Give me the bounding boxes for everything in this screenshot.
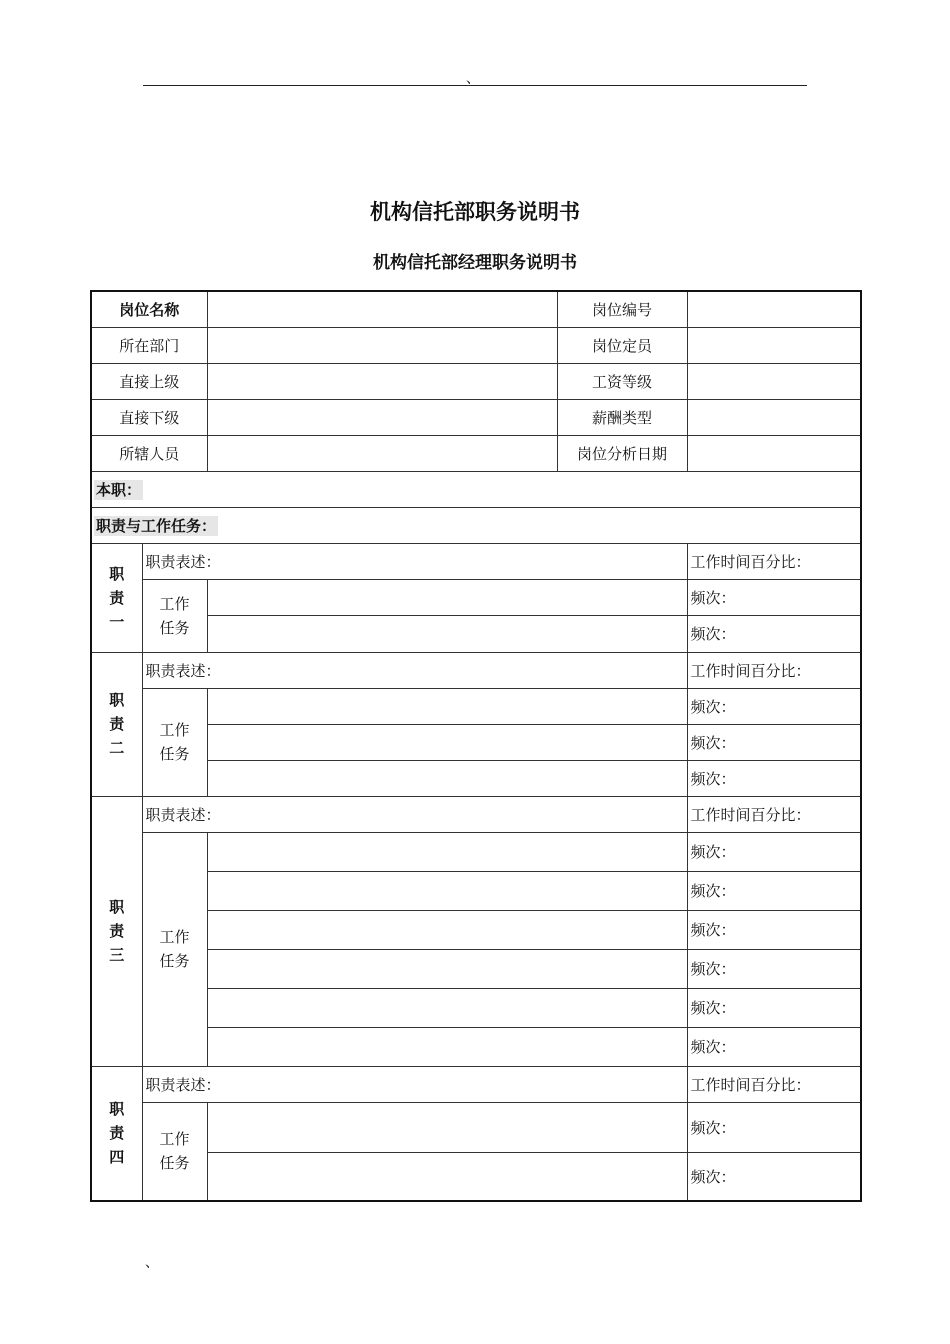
duty-1-desc[interactable]: 职责表述：: [142, 543, 687, 579]
duty-2-task-3[interactable]: [207, 760, 687, 796]
duty-4-task-row: [91, 1152, 861, 1201]
header-rule: [143, 85, 807, 86]
info-value-position-code[interactable]: [687, 291, 861, 327]
info-label-position-name: 岗位名称: [91, 291, 207, 327]
duties-heading-cell: [91, 507, 861, 543]
duty-1-label: 职 责 一: [91, 543, 142, 652]
footer-mark: 、: [145, 1255, 159, 1271]
benzhi-label: 本职：: [96, 480, 142, 499]
duty-4-freq-2[interactable]: 频次：: [687, 1152, 861, 1201]
duty-3-freq-6[interactable]: 频次：: [687, 1027, 861, 1066]
duty-4-desc[interactable]: 职责表述：: [142, 1066, 687, 1102]
info-label-direct-subordinate: 直接下级: [91, 399, 207, 435]
duty-2-task-1[interactable]: [207, 688, 687, 724]
duty-2-task-row: [91, 760, 861, 796]
duty-3-task-row: [91, 1027, 861, 1066]
info-label-headcount: 岗位定员: [557, 327, 687, 363]
duty-4-task-2[interactable]: [207, 1152, 687, 1201]
info-row: [91, 291, 861, 327]
document-title: 机构信托部职务说明书: [370, 200, 580, 224]
info-value-pay-type[interactable]: [687, 399, 861, 435]
duty-3-task-row: [91, 871, 861, 910]
duty-2-desc-row: [91, 652, 861, 688]
duty-3-task-row: [91, 910, 861, 949]
duty-3-desc[interactable]: 职责表述：: [142, 796, 687, 832]
section-row-benzhi: [91, 471, 861, 507]
info-value-analysis-date[interactable]: [687, 435, 861, 471]
info-label-analysis-date: 岗位分析日期: [557, 435, 687, 471]
info-value-salary-grade[interactable]: [687, 363, 861, 399]
info-row: [91, 363, 861, 399]
job-description-table: [90, 290, 862, 1202]
duty-3-task-6[interactable]: [207, 1027, 687, 1066]
duty-4-desc-row: [91, 1066, 861, 1102]
duty-2-freq-3[interactable]: 频次：: [687, 760, 861, 796]
duty-1-freq-1[interactable]: 频次：: [687, 579, 861, 615]
duty-2-freq-1[interactable]: 频次：: [687, 688, 861, 724]
duty-2-task-row: [91, 724, 861, 760]
info-label-pay-type: 薪酬类型: [557, 399, 687, 435]
duty-1-task-row: [91, 615, 861, 652]
duty-4-label: 职 责 四: [91, 1066, 142, 1201]
document-subtitle: 机构信托部经理职务说明书: [373, 253, 577, 273]
duty-4-task-1[interactable]: [207, 1102, 687, 1152]
info-value-position-name[interactable]: [207, 291, 557, 327]
duties-heading: 职责与工作任务：: [96, 516, 217, 535]
info-value-headcount[interactable]: [687, 327, 861, 363]
info-row: [91, 399, 861, 435]
duty-3-freq-3[interactable]: 频次：: [687, 910, 861, 949]
duty-3-task-row: [91, 832, 861, 871]
duty-4-pct[interactable]: 工作时间百分比：: [687, 1066, 861, 1102]
benzhi-cell[interactable]: [91, 471, 861, 507]
info-value-direct-superior[interactable]: [207, 363, 557, 399]
duty-3-freq-4[interactable]: 频次：: [687, 949, 861, 988]
duty-2-pct[interactable]: 工作时间百分比：: [687, 652, 861, 688]
duty-1-task-1[interactable]: [207, 579, 687, 615]
info-value-staff-managed[interactable]: [207, 435, 557, 471]
info-value-department[interactable]: [207, 327, 557, 363]
duty-3-task-row: [91, 988, 861, 1027]
info-label-direct-superior: 直接上级: [91, 363, 207, 399]
info-row: [91, 327, 861, 363]
duty-1-task-label: 工作 任务: [142, 579, 207, 652]
duty-2-freq-2[interactable]: 频次：: [687, 724, 861, 760]
header-mark: 、: [466, 71, 480, 87]
duty-4-freq-1[interactable]: 频次：: [687, 1102, 861, 1152]
section-row-duties: [91, 507, 861, 543]
duty-3-freq-2[interactable]: 频次：: [687, 871, 861, 910]
duty-1-pct[interactable]: 工作时间百分比：: [687, 543, 861, 579]
duty-1-desc-row: [91, 543, 861, 579]
duty-2-label: 职 责 二: [91, 652, 142, 796]
duty-3-task-3[interactable]: [207, 910, 687, 949]
info-row: [91, 435, 861, 471]
duty-2-desc[interactable]: 职责表述：: [142, 652, 687, 688]
duty-1-task-2[interactable]: [207, 615, 687, 652]
duty-2-task-label: 工作 任务: [142, 688, 207, 796]
duty-3-freq-1[interactable]: 频次：: [687, 832, 861, 871]
duty-3-task-row: [91, 949, 861, 988]
info-label-department: 所在部门: [91, 327, 207, 363]
duty-3-desc-row: [91, 796, 861, 832]
info-value-direct-subordinate[interactable]: [207, 399, 557, 435]
duty-3-task-4[interactable]: [207, 949, 687, 988]
duty-2-task-row: [91, 688, 861, 724]
info-label-staff-managed: 所辖人员: [91, 435, 207, 471]
info-label-position-code: 岗位编号: [557, 291, 687, 327]
duty-2-task-2[interactable]: [207, 724, 687, 760]
duty-4-task-label: 工作 任务: [142, 1102, 207, 1201]
duty-3-task-1[interactable]: [207, 832, 687, 871]
duty-3-task-2[interactable]: [207, 871, 687, 910]
duty-3-label: 职 责 三: [91, 796, 142, 1066]
duty-3-freq-5[interactable]: 频次：: [687, 988, 861, 1027]
duty-3-pct[interactable]: 工作时间百分比：: [687, 796, 861, 832]
duty-1-freq-2[interactable]: 频次：: [687, 615, 861, 652]
info-label-salary-grade: 工资等级: [557, 363, 687, 399]
duty-1-task-row: [91, 579, 861, 615]
duty-3-task-5[interactable]: [207, 988, 687, 1027]
duty-4-task-row: [91, 1102, 861, 1152]
duty-3-task-label: 工作 任务: [142, 832, 207, 1066]
